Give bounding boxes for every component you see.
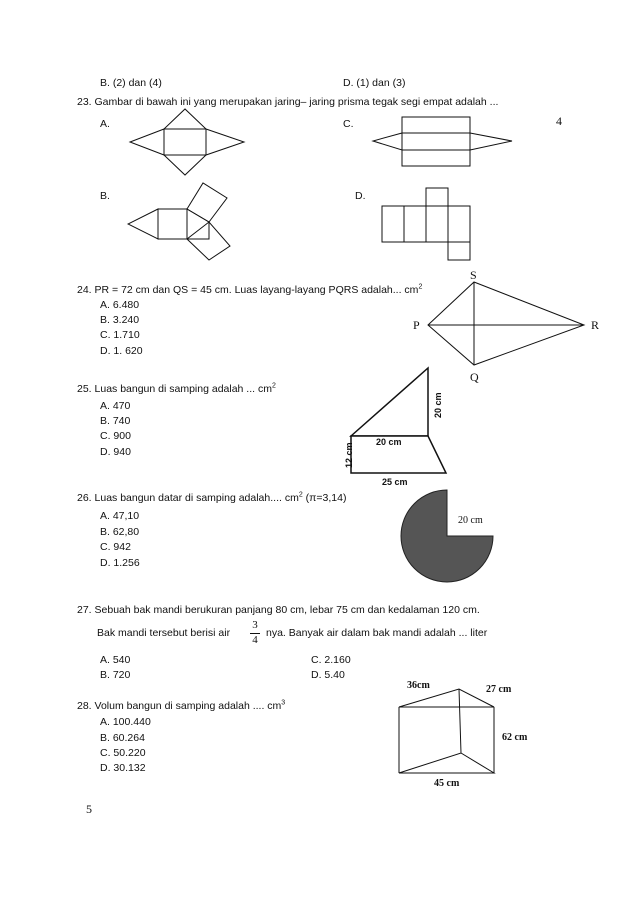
q26-radius-label: 20 cm (458, 515, 483, 526)
q23-option-a: A. (100, 118, 110, 130)
q23-net-d (382, 188, 470, 260)
q24-text: 24. PR = 72 cm dan QS = 45 cm. Luas layang-layang PQRS adalah... $cm^2$ (77, 283, 423, 296)
q27-text: 27. Sebuah bak mandi berukuran panjang 80 cm, lebar 75 cm dan kedalaman 120 cm. (77, 604, 480, 616)
q24-option-a: A. 6.480 (100, 299, 140, 311)
q23-text: 23. Gambar di bawah ini yang merupakan jaring– jaring prisma tegak segi empat adalah ... (77, 96, 499, 108)
q24-label-s: S (470, 268, 477, 282)
page-number-bottom: 5 (86, 802, 92, 816)
q27-option-c: C. 2.160 (311, 654, 351, 666)
q24-label-q: Q (470, 370, 479, 384)
q28-dim-45: 45 cm (434, 778, 460, 789)
q25-text: 25. Luas bangun di samping adalah ... $cm^2$ (77, 382, 276, 395)
q24-kite (428, 282, 584, 365)
q24-option-d: D. 1. 620 (100, 345, 143, 357)
q23-net-c (373, 117, 512, 166)
q24-option-c: C. 1.710 (100, 329, 140, 341)
q26-option-c: C. 942 (100, 541, 131, 553)
q28-option-c: C. 50.220 (100, 747, 146, 759)
q25-option-a: A. 470 (100, 400, 131, 412)
q28-option-a: A. 100.440 (100, 716, 151, 728)
q25-shape (351, 368, 446, 473)
q23-net-a (130, 109, 244, 175)
q24-label-r: R (591, 318, 600, 332)
q23-option-d: D. (355, 190, 366, 202)
prev-option-b: B. (2) dan (4) (100, 77, 162, 89)
q25-option-c: C. 900 (100, 430, 131, 442)
q25-dim-width-top: 20 cm (376, 437, 402, 447)
q27-frac-num: 3 (252, 619, 258, 631)
q23-option-b: B. (100, 190, 110, 202)
q25-option-b: B. 740 (100, 415, 131, 427)
q28-option-b: B. 60.264 (100, 732, 145, 744)
q26-option-b: B. 62,80 (100, 526, 140, 538)
q27-option-d: D. 5.40 (311, 669, 345, 681)
q25-dim-bottom: 25 cm (382, 477, 408, 487)
q25-dim-left: 12 cm (344, 442, 354, 468)
q28-option-d: D. 30.132 (100, 762, 146, 774)
q23-option-c: C. (343, 118, 354, 130)
q23-net-b (128, 183, 230, 260)
q28-text: 28. Volum bangun di samping adalah .... $cm^3$ (77, 699, 286, 712)
q27-frac-den: 4 (252, 634, 258, 646)
q27-line2-pre: Bak mandi tersebut berisi air (97, 627, 231, 639)
q28-dim-27: 27 cm (486, 684, 512, 695)
q27-option-b: B. 720 (100, 669, 131, 681)
q26-option-d: D. 1.256 (100, 557, 140, 569)
page-number-top: 4 (556, 114, 562, 128)
prev-option-d: D. (1) dan (3) (343, 77, 406, 89)
q26-pie (401, 490, 493, 582)
q28-dim-36: 36cm (407, 680, 430, 691)
q25-option-d: D. 940 (100, 446, 131, 458)
q26-option-a: A. 47,10 (100, 510, 140, 522)
q26-text: 26. Luas bangun datar di samping adalah.... $cm^2$ (π=3,14) (77, 491, 347, 504)
q28-prism (399, 689, 494, 773)
q24-option-b: B. 3.240 (100, 314, 140, 326)
q27-line2-post: nya. Banyak air dalam bak mandi adalah ... liter (266, 627, 488, 639)
q28-dim-62: 62 cm (502, 732, 528, 743)
q27-option-a: A. 540 (100, 654, 131, 666)
q24-label-p: P (413, 318, 420, 332)
